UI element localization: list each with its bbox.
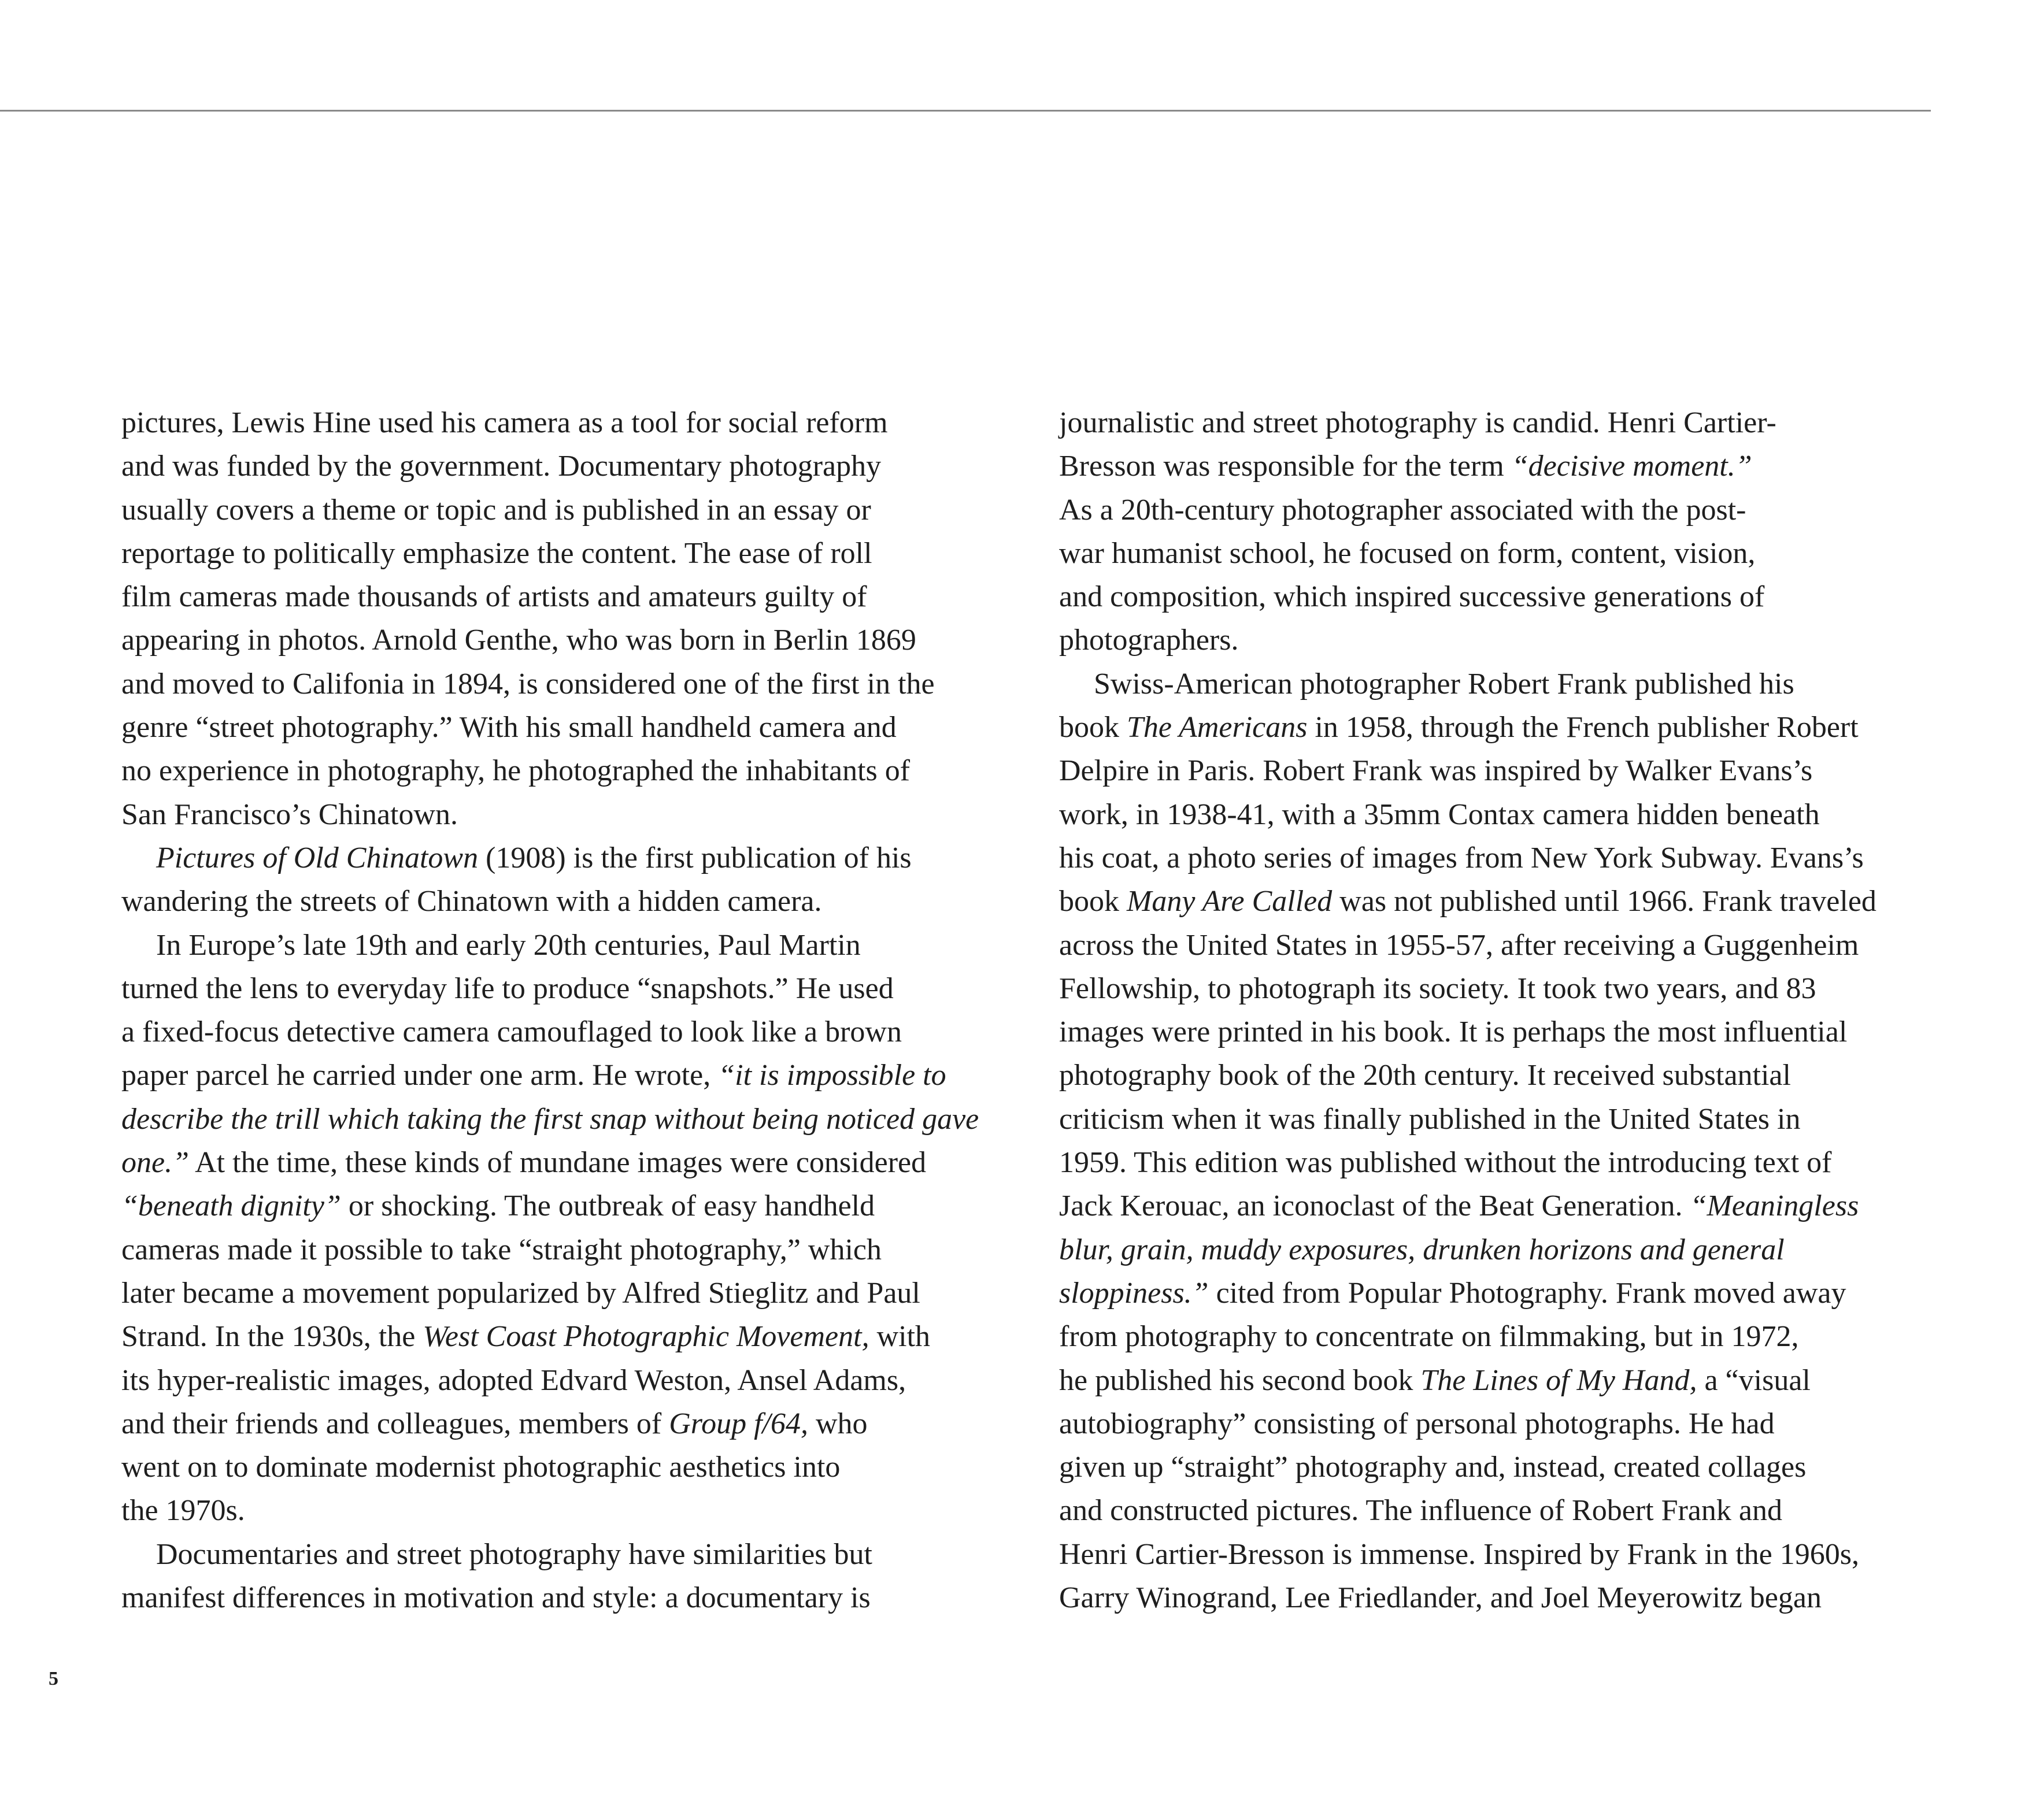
- text-run: photography book of the 20th century. It received substantial: [1059, 1059, 1791, 1092]
- italic-text: Pictures of Old Chinatown: [156, 841, 479, 874]
- text-line: [121, 444, 1058, 488]
- text-run: photographers.: [1059, 624, 1239, 657]
- text-run: Jack Kerouac, an iconoclast of the Beat Generation.: [1059, 1189, 1690, 1223]
- text-line: [1059, 1445, 1996, 1489]
- text-line: [1059, 1228, 1996, 1272]
- text-run: manifest differences in motivation and style: a documentary is: [121, 1581, 871, 1615]
- text-run: and was funded by the government. Documentary photography: [121, 450, 882, 483]
- text-line: [1059, 793, 1996, 836]
- italic-text: “decisive moment.”: [1511, 450, 1752, 483]
- text-line: [121, 1272, 1058, 1315]
- text-line: [121, 1489, 1058, 1532]
- text-run: In Europe’s late 19th and early 20th centuries, Paul Martin: [156, 928, 861, 962]
- text-run: and their friends and colleagues, members of: [121, 1407, 669, 1440]
- text-run: reportage to politically emphasize the content. The ease of roll: [121, 536, 872, 570]
- text-line: [121, 1184, 1058, 1228]
- text-run: his coat, a photo series of images from New York Subway. Evans’s: [1059, 841, 1864, 874]
- text-run: book: [1059, 711, 1127, 744]
- text-run: paper parcel he carried under one arm. He wrote,: [121, 1059, 719, 1092]
- text-run: appearing in photos. Arnold Genthe, who was born in Berlin 1869: [121, 624, 916, 657]
- text-run: turned the lens to everyday life to produce “snapshots.” He used: [121, 972, 894, 1005]
- text-line: [1059, 1489, 1996, 1532]
- italic-text: “it is impossible to: [718, 1059, 946, 1092]
- left-text-column: [121, 401, 1058, 1619]
- text-run: went on to dominate modernist photographic aesthetics into: [121, 1451, 841, 1484]
- text-line: [1059, 575, 1996, 618]
- text-run: no experience in photography, he photographed the inhabitants of: [121, 754, 910, 788]
- text-line: [121, 1533, 1058, 1576]
- text-run: Garry Winogrand, Lee Friedlander, and Joel Meyerowitz began: [1059, 1581, 1822, 1615]
- text-run: usually covers a theme or topic and is published in an essay or: [121, 493, 871, 527]
- text-line: [1059, 1359, 1996, 1402]
- text-run: Swiss-American photographer Robert Frank published his: [1094, 667, 1794, 700]
- text-run: its hyper-realistic images, adopted Edvard Weston, Ansel Adams,: [121, 1363, 906, 1397]
- text-run: a fixed-focus detective camera camouflaged to look like a brown: [121, 1015, 902, 1049]
- text-run: war humanist school, he focused on form, content, vision,: [1059, 536, 1756, 570]
- text-run: pictures, Lewis Hine used his camera as a tool for social reform: [121, 406, 888, 439]
- text-run: later became a movement popularized by Alfred Stieglitz and Paul: [121, 1276, 920, 1310]
- text-run: across the United States in 1955-57, after receiving a Guggenheim: [1059, 928, 1859, 962]
- text-line: [1059, 1010, 1996, 1054]
- text-line: [1059, 836, 1996, 880]
- italic-text: one.”: [121, 1146, 189, 1180]
- text-line: [1059, 662, 1996, 706]
- text-line: [1059, 1576, 1996, 1619]
- text-run: journalistic and street photography is candid. Henri Cartier-: [1059, 406, 1776, 439]
- text-line: [1059, 749, 1996, 792]
- italic-text: “Meaningless: [1690, 1189, 1859, 1223]
- text-line: [121, 662, 1058, 706]
- text-run: Bresson was responsible for the term: [1059, 450, 1512, 483]
- text-run: given up “straight” photography and, instead, created collages: [1059, 1451, 1807, 1484]
- text-run: was not published until 1966. Frank traveled: [1332, 885, 1876, 918]
- text-run: Delpire in Paris. Robert Frank was inspired by Walker Evans’s: [1059, 754, 1813, 788]
- text-line: [121, 1098, 1058, 1141]
- text-run: or shocking. The outbreak of easy handheld: [340, 1189, 875, 1223]
- text-line: [121, 401, 1058, 444]
- text-line: [121, 1141, 1058, 1184]
- italic-text: sloppiness.”: [1059, 1276, 1209, 1310]
- text-line: [1059, 618, 1996, 662]
- text-run: wandering the streets of Chinatown with a hidden camera.: [121, 885, 822, 918]
- text-line: [1059, 1315, 1996, 1358]
- text-line: [121, 1445, 1058, 1489]
- text-run: book: [1059, 885, 1127, 918]
- text-line: [121, 836, 1058, 880]
- text-line: [121, 575, 1058, 618]
- italic-text: The Lines of My Hand,: [1420, 1363, 1697, 1397]
- text-run: (1908) is the first publication of his: [478, 841, 912, 874]
- italic-text: describe the trill which taking the first snap without being noticed gave: [121, 1102, 979, 1136]
- text-line: [1059, 924, 1996, 967]
- text-line: [121, 532, 1058, 575]
- text-line: [121, 1010, 1058, 1054]
- text-line: [1059, 1272, 1996, 1315]
- text-run: Henri Cartier-Bresson is immense. Inspired by Frank in the 1960s,: [1059, 1537, 1859, 1571]
- text-line: [1059, 488, 1996, 532]
- text-line: [121, 1315, 1058, 1358]
- text-run: 1959. This edition was published without the introducing text of: [1059, 1146, 1832, 1180]
- text-line: [1059, 706, 1996, 749]
- text-run: and composition, which inspired successive generations of: [1059, 580, 1765, 614]
- italic-text: Many Are Called: [1127, 885, 1333, 918]
- text-line: [1059, 967, 1996, 1010]
- text-run: film cameras made thousands of artists and amateurs guilty of: [121, 580, 867, 614]
- text-line: [1059, 401, 1996, 444]
- text-run: the 1970s.: [121, 1494, 245, 1528]
- text-line: [121, 1402, 1058, 1445]
- text-line: [121, 618, 1058, 662]
- text-line: [1059, 1054, 1996, 1097]
- text-run: As a 20th-century photographer associated with the post-: [1059, 493, 1746, 527]
- text-run: Strand. In the 1930s, the: [121, 1320, 423, 1354]
- text-run: from photography to concentrate on filmmaking, but in 1972,: [1059, 1320, 1799, 1354]
- text-line: [1059, 1402, 1996, 1445]
- text-run: he published his second book: [1059, 1363, 1421, 1397]
- text-line: [1059, 1141, 1996, 1184]
- text-run: autobiography” consisting of personal photographs. He had: [1059, 1407, 1775, 1440]
- text-run: in 1958, through the French publisher Robert: [1307, 711, 1859, 744]
- text-line: [121, 1054, 1058, 1097]
- italic-text: West Coast Photographic Movement,: [423, 1320, 869, 1354]
- italic-text: “beneath dignity”: [121, 1189, 341, 1223]
- text-run: with: [869, 1320, 931, 1354]
- page-number: 5: [49, 1668, 58, 1689]
- text-line: [1059, 444, 1996, 488]
- italic-text: Group f/64,: [669, 1407, 808, 1440]
- text-run: cited from Popular Photography. Frank moved away: [1208, 1276, 1846, 1310]
- text-line: [121, 1359, 1058, 1402]
- text-run: Fellowship, to photograph its society. It took two years, and 83: [1059, 972, 1816, 1005]
- text-line: [121, 1228, 1058, 1272]
- text-run: images were printed in his book. It is perhaps the most influential: [1059, 1015, 1848, 1049]
- text-run: Documentaries and street photography have similarities but: [156, 1537, 872, 1571]
- text-run: and constructed pictures. The influence of Robert Frank and: [1059, 1494, 1782, 1528]
- text-line: [1059, 1184, 1996, 1228]
- text-run: San Francisco’s Chinatown.: [121, 798, 458, 831]
- italic-text: blur, grain, muddy exposures, drunken horizons and general: [1059, 1233, 1785, 1266]
- text-line: [121, 924, 1058, 967]
- text-run: cameras made it possible to take “straight photography,” which: [121, 1233, 882, 1266]
- text-run: a “visual: [1697, 1363, 1811, 1397]
- text-line: [1059, 1533, 1996, 1576]
- top-rule: [0, 110, 1931, 112]
- text-line: [1059, 1098, 1996, 1141]
- text-run: At the time, these kinds of mundane images were considered: [189, 1146, 927, 1180]
- text-line: [121, 793, 1058, 836]
- text-line: [1059, 532, 1996, 575]
- text-line: [121, 749, 1058, 792]
- text-run: who: [808, 1407, 868, 1440]
- text-line: [121, 706, 1058, 749]
- italic-text: The Americans: [1127, 711, 1308, 744]
- text-line: [121, 967, 1058, 1010]
- text-line: [1059, 880, 1996, 923]
- text-run: and moved to Califonia in 1894, is considered one of the first in the: [121, 667, 935, 700]
- right-text-column: [1059, 401, 1996, 1619]
- text-run: work, in 1938-41, with a 35mm Contax camera hidden beneath: [1059, 798, 1820, 831]
- text-line: [121, 1576, 1058, 1619]
- text-line: [121, 488, 1058, 532]
- text-line: [121, 880, 1058, 923]
- text-run: criticism when it was finally published in the United States in: [1059, 1102, 1801, 1136]
- text-run: genre “street photography.” With his small handheld camera and: [121, 711, 897, 744]
